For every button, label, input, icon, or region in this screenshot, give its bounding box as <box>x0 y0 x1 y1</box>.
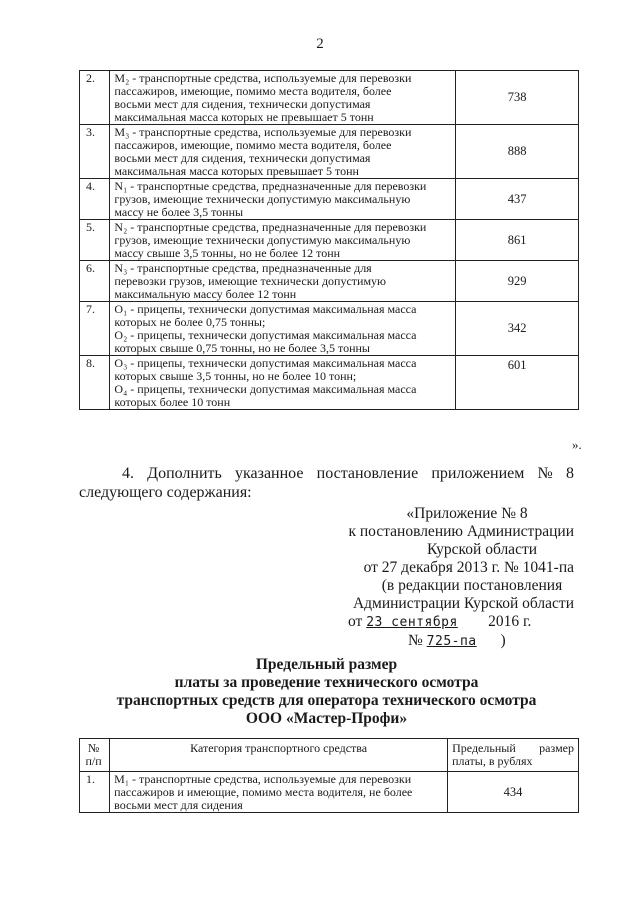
category-line: M₁ - транспортные средства, используемые для перевозки <box>114 772 412 786</box>
table-row <box>80 71 579 125</box>
item-4-word: приложением <box>431 465 525 482</box>
category-line: которых более 10 тонн <box>114 395 231 409</box>
category-line: O₂ - прицепы, технически допустимая максимальная масса <box>114 328 417 342</box>
fee-value: 434 <box>448 772 579 813</box>
item-4-line-2: следующего содержания: <box>79 484 252 501</box>
category-line: перевозки грузов, имеющие технически допустимую <box>114 274 387 288</box>
category-line: N₃ - транспортные средства, предназначенные для <box>114 261 372 275</box>
vehicle-category <box>110 261 456 302</box>
fee-value: 861 <box>456 220 579 261</box>
vehicle-category <box>110 772 448 813</box>
category-line: O₄ - прицепы, технически допустимая максимальная масса <box>114 382 417 396</box>
category-line: массу свыше 3,5 тонны, но не более 12 тонн <box>114 246 341 260</box>
item-4-word: постановление <box>316 465 419 482</box>
category-line: грузов, имеющие технически допустимую максимальную <box>114 233 411 247</box>
page-number: 2 <box>316 36 324 52</box>
category-line: пассажиров, имеющие, помимо места водителя, более <box>114 84 392 98</box>
fee-value: 601 <box>456 356 579 410</box>
table-row <box>80 220 579 261</box>
category-line: массу не более 3,5 тонны <box>114 205 244 219</box>
table-row <box>80 302 579 356</box>
category-line: которых свыше 3,5 тонны, но не более 10 тонн; <box>114 369 357 383</box>
title-line: платы за проведение технического осмотра <box>174 674 479 691</box>
category-line: O₃ - прицепы, технически допустимая максимальная масса <box>114 356 417 370</box>
title-line: Предельный размер <box>255 656 398 673</box>
row-number: 5. <box>80 220 110 261</box>
annex-title: «Приложение № 8 <box>406 505 528 522</box>
section-title <box>79 656 574 728</box>
item-4-word: Дополнить <box>147 465 222 482</box>
row-number: 3. <box>80 125 110 179</box>
vehicle-category <box>110 220 456 261</box>
category-line: которых свыше 0,75 тонны, но не более 3,5 тонны <box>114 341 370 355</box>
category-line: M₃ - транспортные средства, используемые для перевозки <box>114 125 412 139</box>
fee-value: 888 <box>456 125 579 179</box>
vehicle-category <box>110 179 456 220</box>
annex-line: Администрации Курской области <box>352 595 574 612</box>
table-row <box>80 772 579 813</box>
row-number: 8. <box>80 356 110 410</box>
table-row <box>80 356 579 410</box>
annex-line: от 27 декабря 2013 г. № 1041-па <box>363 559 574 576</box>
table-row <box>80 125 579 179</box>
item-4-paragraph <box>79 464 574 502</box>
category-line: пассажиров и имеющие, помимо места водителя, не более <box>114 785 413 799</box>
item-4-word: указанное <box>234 465 304 482</box>
category-line: восьми мест для сидения <box>114 798 243 812</box>
category-line: максимальная масса которых не превышает 5 тонн <box>114 110 374 124</box>
fee-value: 342 <box>456 302 579 356</box>
table-header-row <box>80 739 579 772</box>
row-number: 7. <box>80 302 110 356</box>
annex-line: Курской области <box>426 541 538 558</box>
handwritten-date: 23 сентября <box>366 615 458 630</box>
table-row <box>80 261 579 302</box>
title-line: транспортных средств для оператора технического осмотра <box>116 692 537 709</box>
fee-value: 437 <box>456 179 579 220</box>
closing-quote: ». <box>572 437 582 452</box>
category-line: максимальная масса которых превышает 5 тонн <box>114 164 359 178</box>
item-4-line-1 <box>79 464 574 483</box>
annex-line: (в редакции постановления <box>381 577 563 594</box>
category-line: грузов, имеющие технически допустимую максимальную <box>114 192 411 206</box>
category-line: восьми мест для сидения, технически допустимая <box>114 97 371 111</box>
table-row <box>80 179 579 220</box>
fees-table-continued <box>79 70 579 410</box>
category-line: O₁ - прицепы, технически допустимая максимальная масса <box>114 302 417 316</box>
category-line: пассажиров, имеющие, помимо места водителя, более <box>114 138 392 152</box>
fee-value: 929 <box>456 261 579 302</box>
category-line: N₁ - транспортные средства, предназначенные для перевозки <box>114 179 427 193</box>
item-4-word: 8 <box>565 465 574 482</box>
row-number: 4. <box>80 179 110 220</box>
annex-reference-block <box>320 505 574 651</box>
vehicle-category <box>110 302 456 356</box>
vehicle-category <box>110 356 456 410</box>
item-4-number: 4. <box>122 465 134 482</box>
category-line: M₂ - транспортные средства, используемые для перевозки <box>114 71 412 85</box>
vehicle-category <box>110 71 456 125</box>
annex-line: к постановлению Администрации <box>348 523 574 540</box>
annex-number-line: № 725-па ) <box>408 632 506 649</box>
header-fee: Предельный размер платы, в рублях <box>448 739 579 772</box>
category-line: максимальную массу более 12 тонн <box>114 287 297 301</box>
row-number: 6. <box>80 261 110 302</box>
header-number: № п/п <box>80 739 110 772</box>
annex-date-line: от 23 сентября 2016 г. <box>348 613 532 630</box>
title-line: ООО «Мастер-Профи» <box>245 710 408 727</box>
row-number: 1. <box>80 772 110 813</box>
vehicle-category <box>110 125 456 179</box>
fees-table-new <box>79 738 579 813</box>
header-category: Категория транспортного средства <box>110 739 448 772</box>
handwritten-number: 725-па <box>426 634 477 649</box>
row-number: 2. <box>80 71 110 125</box>
category-line: восьми мест для сидения, технически допустимая <box>114 151 371 165</box>
category-line: N₂ - транспортные средства, предназначенные для перевозки <box>114 220 427 234</box>
item-4-word: № <box>537 465 553 482</box>
category-line: которых не более 0,75 тонны; <box>114 315 266 329</box>
fee-value: 738 <box>456 71 579 125</box>
